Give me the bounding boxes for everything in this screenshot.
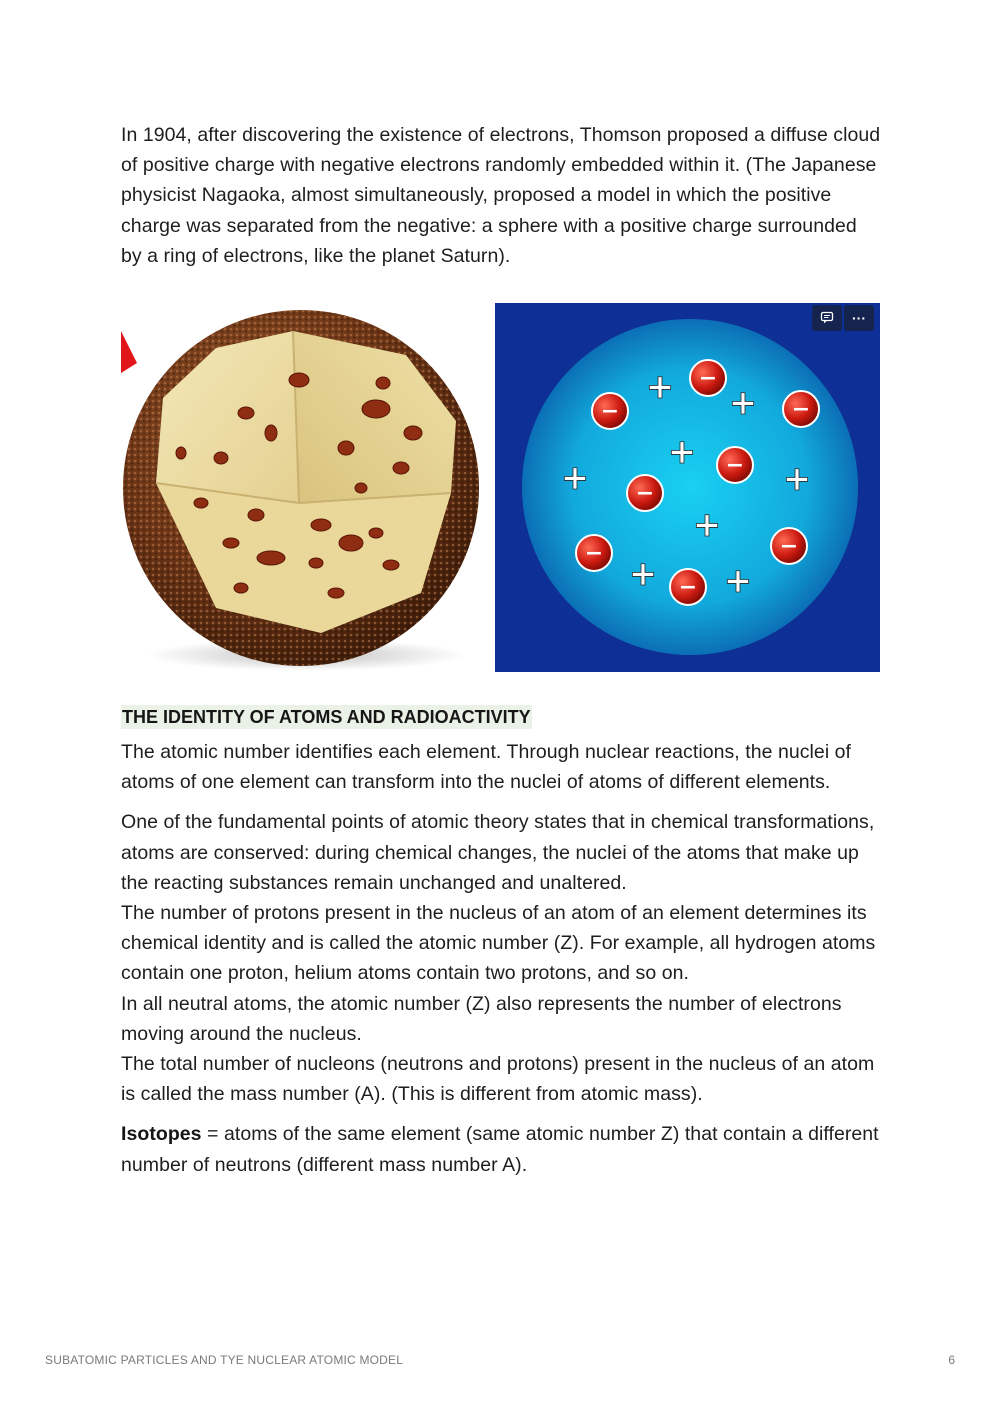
proton-plus-4: +	[782, 459, 812, 499]
minus-sign: −	[678, 575, 698, 600]
electron-0	[690, 360, 726, 396]
proton-plus-1: +	[728, 383, 758, 423]
electron-2	[783, 391, 819, 427]
electron-6	[771, 528, 807, 564]
minus-sign: −	[698, 366, 718, 391]
thomson-model-graphic	[495, 303, 880, 672]
isotopes-definition: = atoms of the same element (same atomic number Z) that contain a different number of neutrons (different mass number A).	[121, 1123, 879, 1176]
electron-1	[592, 393, 628, 429]
image-toolbar	[812, 305, 874, 331]
comment-icon	[820, 311, 834, 325]
more-options-button[interactable]	[844, 305, 874, 331]
paragraph-atomic-number: The atomic number identifies each element. Through nuclear reactions, the nuclei of atoms of one element can transform into the nuclei of atoms of different elements.	[121, 741, 852, 794]
electron-5	[576, 535, 612, 571]
minus-sign: −	[584, 541, 604, 566]
paragraph-neutral-atoms: In all neutral atoms, the atomic number (Z) also represents the number of electrons moving around the nucleus.	[121, 992, 842, 1045]
intro-paragraph: In 1904, after discovering the existence of electrons, Thomson proposed a diffuse cloud of positive charge with negative electrons randomly embedded within it. (The Japanese physicist Nagaoka, almost simultaneously, proposed a model in which the positive charge was separated from the negative: a sphere with a positive charge surrounded by a ring of electrons, like the planet Saturn).	[121, 124, 881, 267]
electron-7	[670, 569, 706, 605]
electron-3	[717, 447, 753, 483]
paragraph-isotopes	[121, 1119, 881, 1179]
minus-sign: −	[725, 453, 745, 478]
proton-plus-3: +	[560, 458, 590, 498]
paragraph-mass-number: The total number of nucleons (neutrons and protons) present in the nucleus of an atom is called the mass number (A). (This is different from atomic mass).	[121, 1053, 875, 1106]
electron-4	[627, 475, 663, 511]
proton-plus-2: +	[667, 432, 697, 472]
paragraph-atoms-conserved: One of the fundamental points of atomic theory states that in chemical transformations, atoms are conserved: during chemical changes, the nuclei of the atoms that make up the reacting substances remain unchanged and unaltered.	[121, 811, 875, 894]
footer-title: SUBATOMIC PARTICLES AND TYE NUCLEAR ATOMIC MODEL	[45, 1353, 404, 1367]
paragraph-protons: The number of protons present in the nucleus of an atom of an element determines its chemical identity and is called the atomic number (Z). For example, all hydrogen atoms contain one proton, helium atoms contain two protons, and so on.	[121, 902, 876, 985]
minus-sign: −	[600, 399, 620, 424]
plum-pudding-cutaway-image	[121, 303, 488, 672]
section-heading: THE IDENTITY OF ATOMS AND RADIOACTIVITY	[122, 707, 531, 727]
minus-sign: −	[779, 534, 799, 559]
proton-plus-7: +	[723, 561, 753, 601]
minus-sign: −	[635, 481, 655, 506]
isotopes-term: Isotopes	[121, 1123, 202, 1146]
thomson-model-diagram	[495, 303, 880, 672]
proton-plus-6: +	[628, 554, 658, 594]
radioactivity-section	[121, 705, 881, 1180]
more-options-icon: ···	[852, 310, 866, 326]
minus-sign: −	[791, 397, 811, 422]
proton-plus-5: +	[692, 505, 722, 545]
page-number: 6	[948, 1353, 955, 1367]
comment-button[interactable]	[812, 305, 842, 331]
intro-block	[121, 120, 881, 271]
figures-row	[121, 303, 880, 672]
proton-plus-0: +	[645, 367, 675, 407]
